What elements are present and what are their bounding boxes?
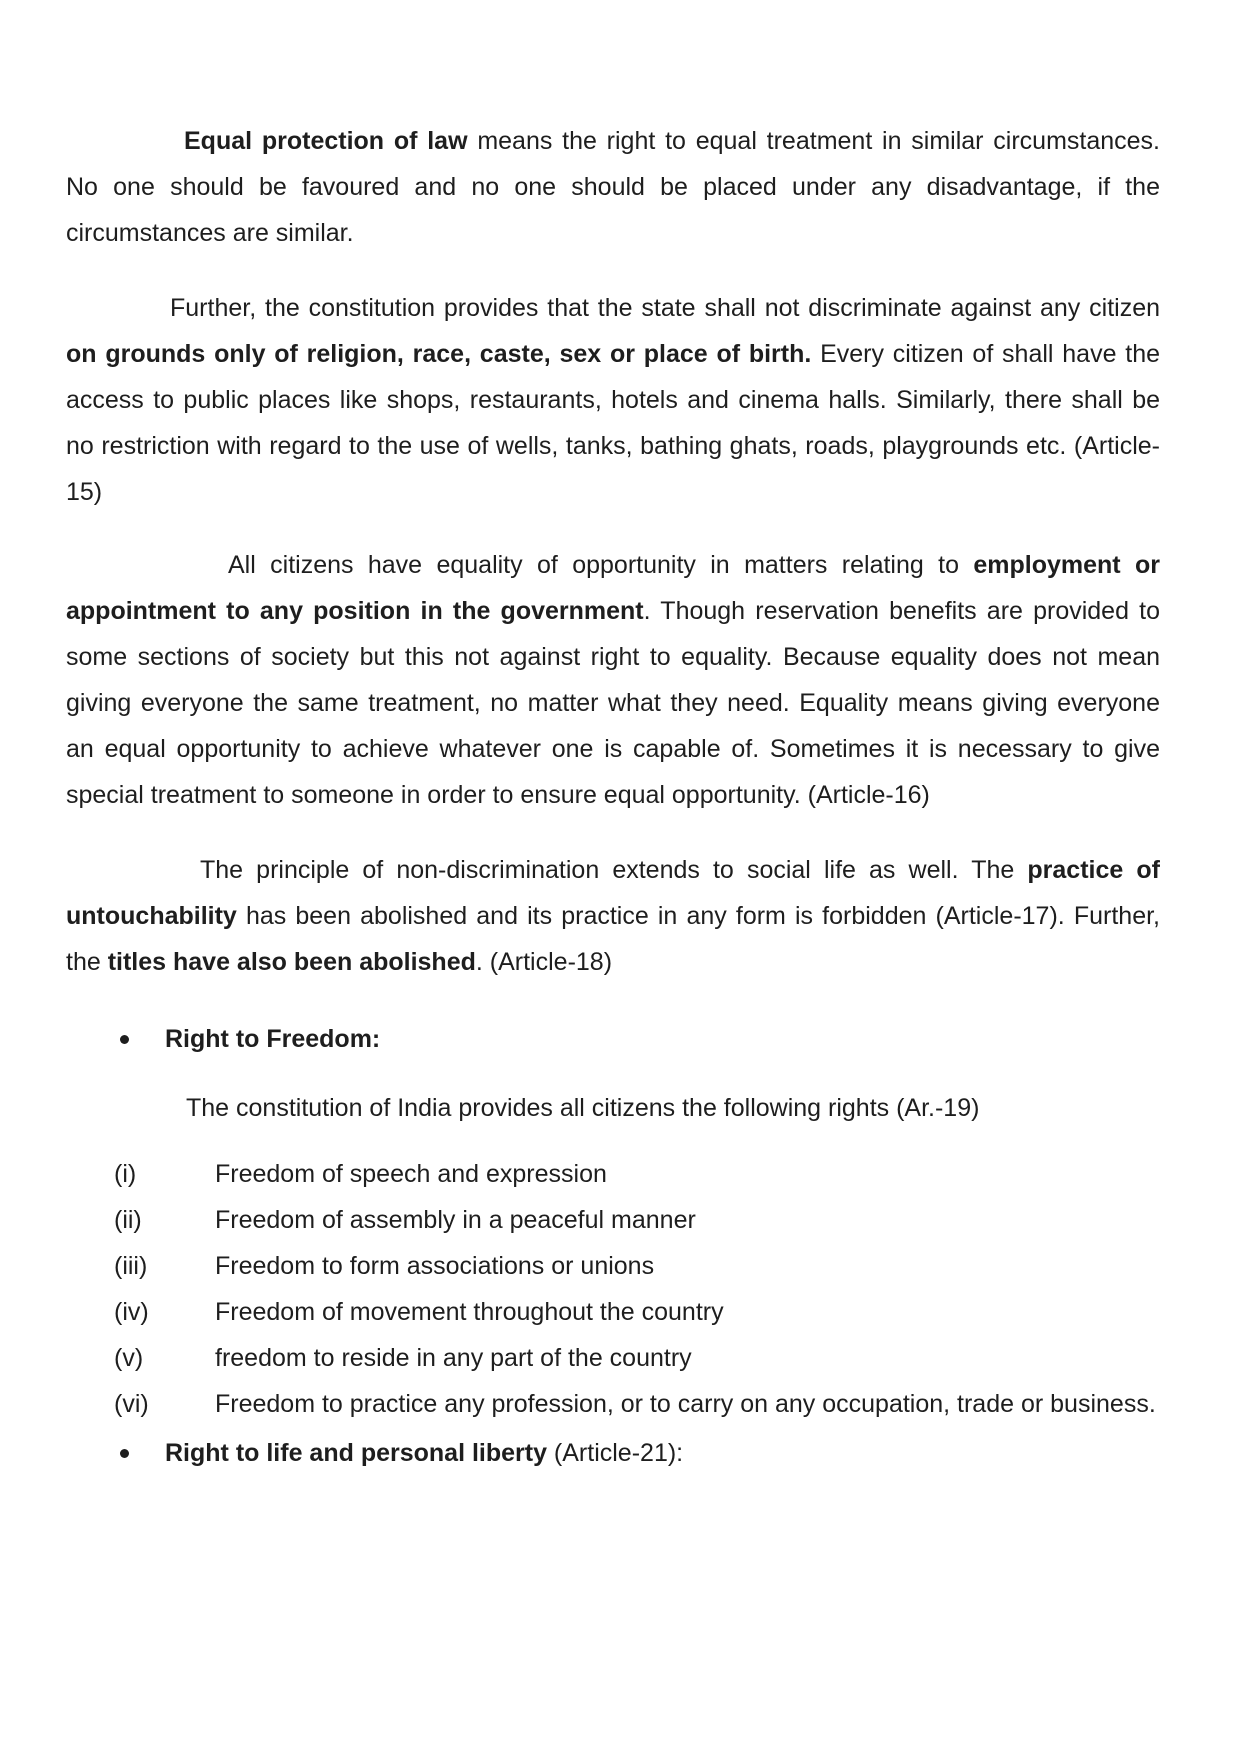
list-item-text: Freedom of assembly in a peaceful manner (215, 1206, 696, 1234)
list-item (66, 1381, 1160, 1427)
paragraph-text: All citizens have equality of opportunity in matters relating to (228, 551, 974, 579)
paragraph-article-16 (66, 542, 1160, 818)
list-item-number: (i) (114, 1160, 137, 1188)
bold-phrase: on grounds only of religion, race, caste, sex or place of birth. (66, 340, 812, 368)
list-item-text: Freedom to practice any profession, or to carry on any occupation, trade or business. (215, 1390, 1156, 1418)
list-item (66, 1243, 1160, 1289)
document-content (66, 118, 1160, 1476)
list-item-text: Freedom to form associations or unions (215, 1252, 655, 1280)
list-item (66, 1197, 1160, 1243)
bold-phrase: practice of untouchability (66, 856, 1160, 930)
paragraph-text: means the right to equal treatment in similar circumstances. No one should be favoured and no one should be placed under any disadvantage, if the circumstances are similar. (66, 127, 1160, 247)
list-item (66, 1151, 1160, 1197)
paragraph-text: Every citizen of shall have the access to public places like shops, restaurants, hotels and cinema halls. Similarly, there shall be no restriction with regard to the use of wells, tanks, bathing ghats, roads, playgrounds etc. (Article- 15) (66, 340, 1161, 506)
freedom-intro: The constitution of India provides all citizens the following rights (Ar.-19) (186, 1094, 980, 1122)
paragraph-article-17-18 (66, 847, 1160, 985)
bullet-icon (120, 1449, 129, 1458)
paragraph-text: Further, the constitution provides that the state shall not discriminate against any citizen (170, 294, 1160, 322)
list-item-number: (ii) (114, 1206, 142, 1234)
rights-list (66, 1151, 1160, 1427)
bullet-right-to-freedom (66, 1016, 1160, 1062)
bold-phrase: titles have also been abolished (107, 948, 476, 976)
list-item (66, 1335, 1160, 1381)
list-item (66, 1289, 1160, 1335)
paragraph-text: . Though reservation benefits are provided to some sections of society but this not against right to equality. Because equality does not mean giving everyone the same treatment, no matter what they need. Equality means giving everyone an equal opportunity to achieve whatever one is capable of. Sometimes it is necessary to give special treatment to someone in order to ensure equal opportunity. (Article-16) (66, 597, 1160, 809)
list-item-text: Freedom of movement throughout the country (215, 1298, 724, 1326)
section-heading: Right to Freedom: (165, 1025, 381, 1053)
bullet-icon (120, 1035, 129, 1044)
bullet-right-to-life (66, 1430, 1160, 1476)
paragraph-text: has been abolished and its practice in any form is forbidden (Article-17). Further, the (66, 902, 1160, 976)
paragraph-equal-protection (66, 118, 1160, 256)
list-item-number: (iv) (114, 1298, 149, 1326)
list-item-number: (v) (114, 1344, 144, 1372)
section-heading (165, 1430, 683, 1476)
paragraph-text: The principle of non-discrimination extends to social life as well. The (200, 856, 1028, 884)
paragraph-text: . (Article-18) (475, 948, 613, 976)
bold-phrase: employment or appointment to any position in the government (66, 551, 1160, 625)
list-item-text: Freedom of speech and expression (215, 1160, 607, 1188)
bold-phrase: Equal protection of law (184, 127, 468, 155)
list-item-text: freedom to reside in any part of the country (215, 1344, 692, 1372)
list-item-number: (vi) (114, 1390, 149, 1418)
paragraph-article-15 (66, 285, 1160, 515)
heading-suffix: (Article-21): (546, 1439, 684, 1467)
bold-phrase: Right to life and personal liberty (165, 1439, 547, 1467)
list-item-number: (iii) (114, 1252, 148, 1280)
